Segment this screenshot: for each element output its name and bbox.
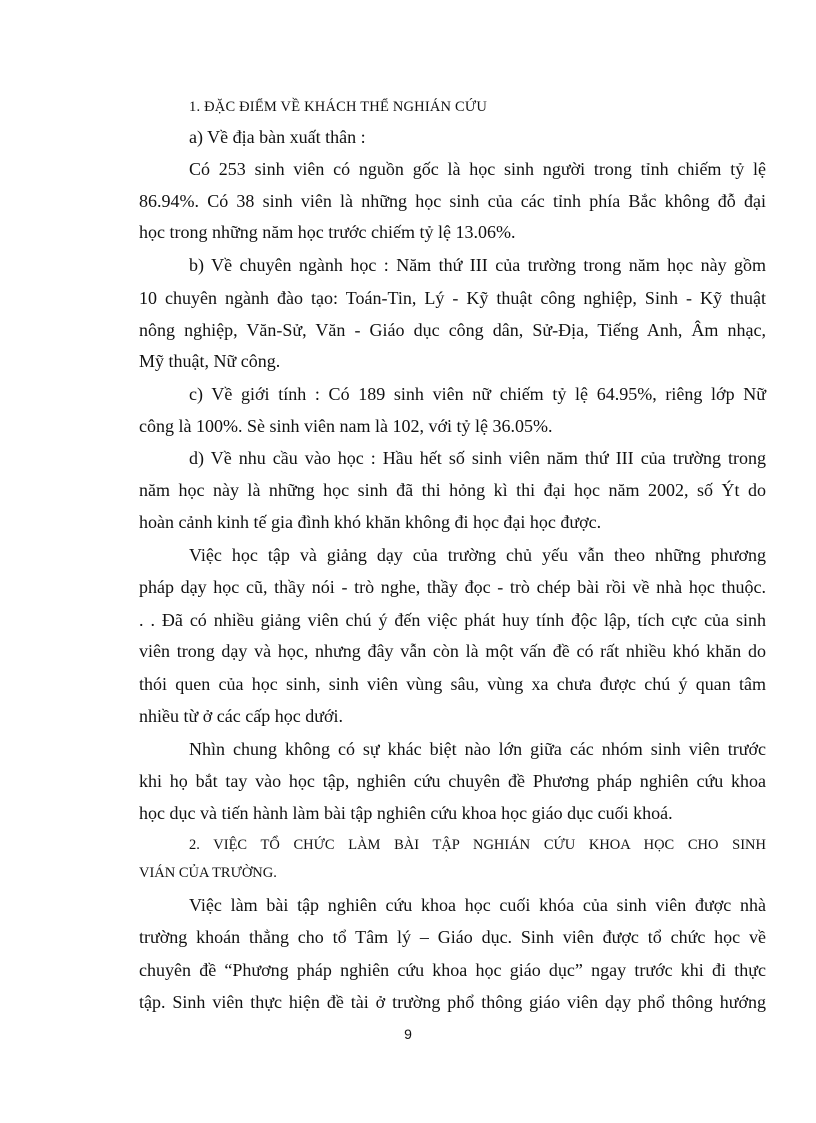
paragraph-line: 86.94%. Có 38 sinh viên là những học sinh của các tỉnh phía Bắc không đỗ đại <box>139 191 766 211</box>
paragraph-line: viên trong dạy và học, nhưng đây vẫn còn là một vấn đề có rất nhiều khó khăn do <box>139 641 766 661</box>
paragraph-line: Việc học tập và giảng dạy của trường chủ yếu vẫn theo những phương <box>189 545 766 565</box>
paragraph-line: Có 253 sinh viên có nguồn gốc là học sinh người trong tỉnh chiếm tỷ lệ <box>189 159 766 179</box>
section-heading-2-cont: VIÁN CỦA TRƯỜNG. <box>139 865 277 881</box>
paragraph-line: b) Về chuyên ngành học : Năm thứ III của trường trong năm học này gồm <box>189 255 766 275</box>
paragraph-line: tập. Sinh viên thực hiện đề tài ở trường phổ thông giáo viên dạy phổ thông hướng <box>139 992 766 1012</box>
paragraph-line: năm học này là những học sinh đã thi hỏng kì thi đại học năm 2002, số Ýt do <box>139 480 766 500</box>
paragraph-line: Việc làm bài tập nghiên cứu khoa học cuối khóa của sinh viên được nhà <box>189 895 766 915</box>
paragraph-line: Nhìn chung không có sự khác biệt nào lớn giữa các nhóm sinh viên trước <box>189 739 766 759</box>
paragraph-line: nhiều từ ở các cấp học dưới. <box>139 706 343 726</box>
paragraph-line: trường khoán thẳng cho tổ Tâm lý – Giáo dục. Sinh viên được tổ chức học về <box>139 927 766 947</box>
paragraph-line: c) Về giới tính : Có 189 sinh viên nữ chiếm tỷ lệ 64.95%, riêng lớp Nữ <box>189 384 766 404</box>
section-heading-2: 2. VIỆC TỔ CHỨC LÀM BÀI TẬP NGHIÁN CỨU KHOA HỌC CHO SINH <box>189 837 766 853</box>
section-heading-1: 1. ĐẶC ĐIỂM VỀ KHÁCH THỂ NGHIÁN CỨU <box>189 99 488 115</box>
paragraph-line: chuyên đề “Phương pháp nghiên cứu khoa học giáo dục” ngay trước khi đi thực <box>139 960 766 980</box>
paragraph-line: nông nghiệp, Văn-Sử, Văn - Giáo dục công dân, Sử-Địa, Tiếng Anh, Âm nhạc, <box>139 320 766 340</box>
paragraph-line: thói quen của học sinh, sinh viên vùng sâu, vùng xa chưa được chú ý quan tâm <box>139 674 766 694</box>
paragraph-line: pháp dạy học cũ, thầy nói - trò nghe, thầy đọc - trò chép bài rồi về nhà học thuộc. <box>139 577 766 597</box>
paragraph-line: 10 chuyên ngành đào tạo: Toán-Tin, Lý - Kỹ thuật công nghiệp, Sinh - Kỹ thuật <box>139 288 766 308</box>
page-number: 9 <box>404 1026 412 1042</box>
paragraph-line: khi họ bắt tay vào học tập, nghiên cứu chuyên đề Phương pháp nghiên cứu khoa <box>139 771 766 791</box>
paragraph-line: công là 100%. Sè sinh viên nam là 102, với tỷ lệ 36.05%. <box>139 416 553 436</box>
paragraph-line: . . Đã có nhiều giảng viên chú ý đến việc phát huy tính độc lập, tích cực của sinh <box>139 610 766 630</box>
subheading-a: a) Về địa bàn xuất thân : <box>189 127 366 147</box>
paragraph-line: Mỹ thuật, Nữ công. <box>139 351 281 371</box>
paragraph-line: d) Về nhu cầu vào học : Hầu hết số sinh viên năm thứ III của trường trong <box>189 448 766 468</box>
paragraph-line: học dục và tiến hành làm bài tập nghiên cứu khoa học giáo dục cuối khoá. <box>139 803 673 823</box>
paragraph-line: hoàn cảnh kinh tế gia đình khó khăn không đi học đại học được. <box>139 512 602 532</box>
paragraph-line: học trong những năm học trước chiếm tỷ lệ 13.06%. <box>139 222 516 242</box>
